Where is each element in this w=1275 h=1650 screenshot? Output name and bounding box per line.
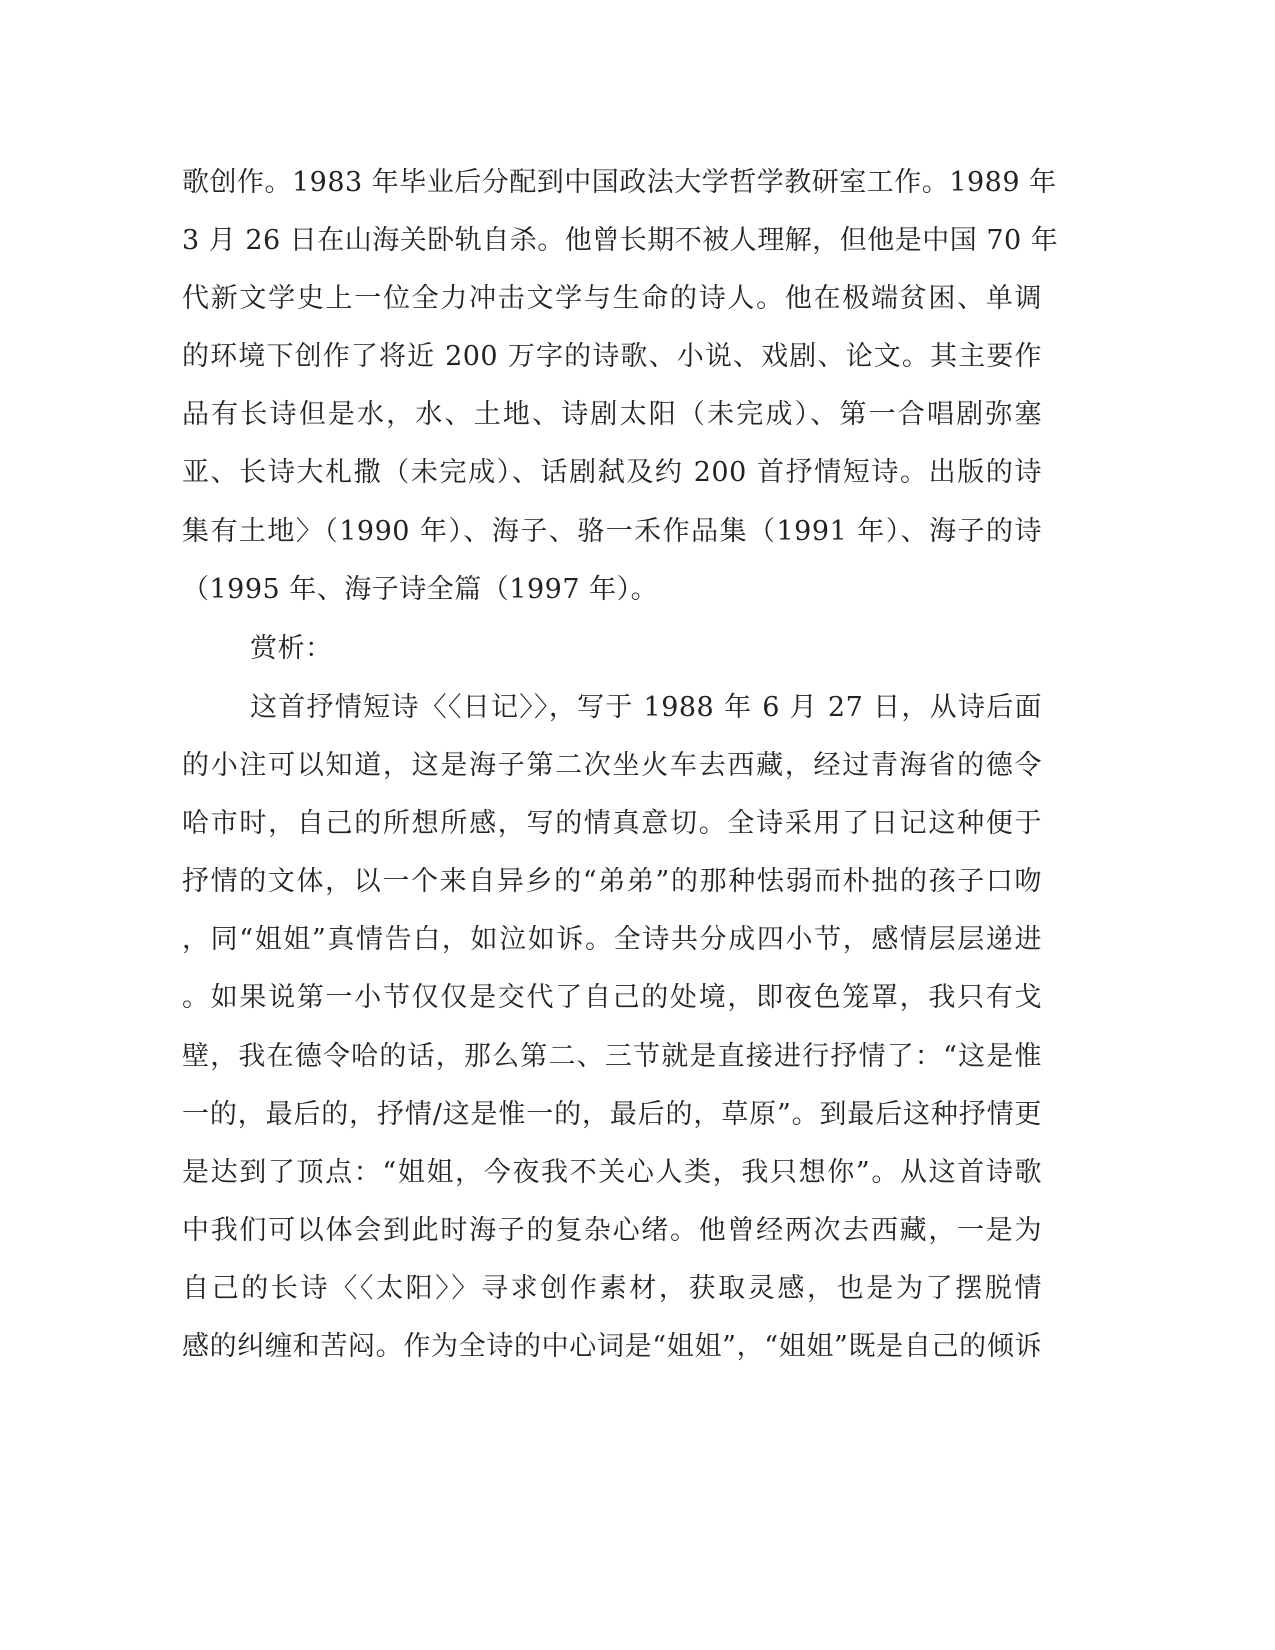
analysis-line: 中我们可以体会到此时海子的复杂心绪。他曾经两次去西藏，一是为	[182, 1215, 1042, 1246]
analysis-line: 一的，最后的，抒情/这是惟一的，最后的，草原”。到最后这种抒情更	[182, 1099, 1042, 1130]
analysis-line: 。如果说第一小节仅仅是交代了自己的处境，即夜色笼罩，我只有戈	[182, 982, 1042, 1013]
biography-line: 集有土地〉（1990 年）、海子、骆一禾作品集（1991 年）、海子的诗	[182, 516, 1042, 547]
analysis-line: ，同“姐姐”真情告白，如泣如诉。全诗共分成四小节，感情层层递进	[182, 924, 1042, 955]
analysis-line: 感的纠缠和苦闷。作为全诗的中心词是“姐姐”，“姐姐”既是自己的倾诉	[182, 1331, 1042, 1362]
analysis-line: 自己的长诗〈〈太阳〉〉寻求创作素材，获取灵感，也是为了摆脱情	[182, 1273, 1042, 1304]
analysis-line: 是达到了顶点：“姐姐，今夜我不关心人类，我只想你”。从这首诗歌	[182, 1157, 1042, 1188]
analysis-line: 壁，我在德令哈的话，那么第二、三节就是直接进行抒情了：“这是惟	[182, 1041, 1042, 1072]
biography-line: 品有长诗但是水，水、土地、诗剧太阳（未完成）、第一合唱剧弥塞	[182, 399, 1042, 430]
biography-line: 歌创作。1983 年毕业后分配到中国政法大学哲学教研室工作。1989 年	[182, 167, 1057, 198]
biography-line: 的环境下创作了将近 200 万字的诗歌、小说、戏剧、论文。其主要作	[182, 341, 1042, 372]
analysis-heading: 赏析：	[250, 633, 333, 664]
analysis-line-first: 这首抒情短诗〈〈日记〉〉，写于 1988 年 6 月 27 日，从诗后面	[250, 692, 1042, 723]
biography-line: 亚、长诗大札撒（未完成）、话剧弑及约 200 首抒情短诗。出版的诗	[182, 457, 1042, 488]
biography-line: 代新文学史上一位全力冲击文学与生命的诗人。他在极端贫困、单调	[182, 283, 1042, 314]
analysis-line: 哈市时，自己的所想所感，写的情真意切。全诗采用了日记这种便于	[182, 808, 1042, 839]
biography-line: 3 月 26 日在山海关卧轨自杀。他曾长期不被人理解，但他是中国 70 年	[182, 225, 1059, 256]
analysis-line: 抒情的文体，以一个来自异乡的“弟弟”的那种怯弱而朴拙的孩子口吻	[182, 866, 1042, 897]
biography-line-last: （1995 年、海子诗全篇（1997 年）。	[182, 574, 659, 605]
analysis-line: 的小注可以知道，这是海子第二次坐火车去西藏，经过青海省的德令	[182, 750, 1042, 781]
